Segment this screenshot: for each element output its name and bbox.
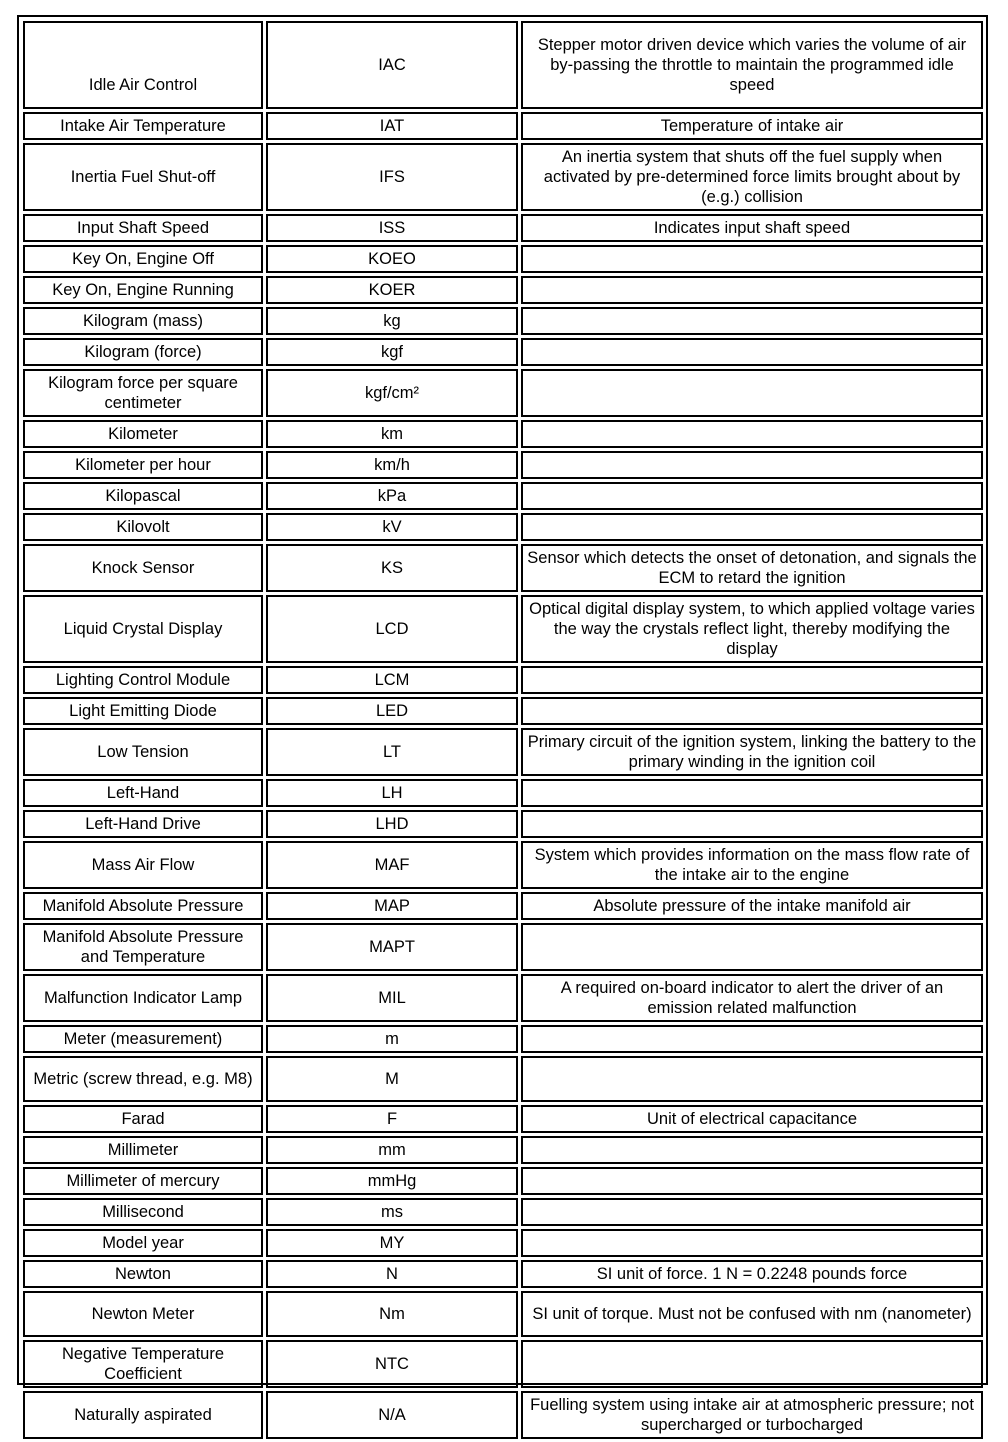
description-cell: Stepper motor driven device which varies the volume of air by-passing the throttle to maintain the programmed idle speed xyxy=(521,21,983,109)
table-row xyxy=(23,1025,983,1053)
table-row xyxy=(23,1136,983,1164)
table-row xyxy=(23,974,983,1022)
term-cell: Kilopascal xyxy=(23,482,263,510)
term-cell: Mass Air Flow xyxy=(23,841,263,889)
abbreviation-cell: KOER xyxy=(266,276,518,304)
table-row xyxy=(23,143,983,211)
abbreviation-cell: MY xyxy=(266,1229,518,1257)
abbreviation-cell: MAF xyxy=(266,841,518,889)
term-cell: Naturally aspirated xyxy=(23,1391,263,1439)
table-row xyxy=(23,451,983,479)
abbreviation-cell: LT xyxy=(266,728,518,776)
term-cell: Liquid Crystal Display xyxy=(23,595,263,663)
description-cell xyxy=(521,1229,983,1257)
term-cell: Malfunction Indicator Lamp xyxy=(23,974,263,1022)
term-cell: Newton Meter xyxy=(23,1291,263,1337)
table-row xyxy=(23,544,983,592)
table-row xyxy=(23,420,983,448)
abbreviation-cell: kV xyxy=(266,513,518,541)
abbreviation-cell: KOEO xyxy=(266,245,518,273)
term-cell: Knock Sensor xyxy=(23,544,263,592)
term-cell: Millimeter xyxy=(23,1136,263,1164)
abbreviation-cell: Nm xyxy=(266,1291,518,1337)
abbreviation-cell: km/h xyxy=(266,451,518,479)
term-cell: Newton xyxy=(23,1260,263,1288)
description-cell xyxy=(521,1167,983,1195)
term-cell: Left-Hand xyxy=(23,779,263,807)
abbreviation-cell: MIL xyxy=(266,974,518,1022)
term-cell: Kilometer xyxy=(23,420,263,448)
glossary-body xyxy=(23,21,983,1439)
description-cell: Indicates input shaft speed xyxy=(521,214,983,242)
description-cell xyxy=(521,697,983,725)
table-row xyxy=(23,1229,983,1257)
term-cell: Input Shaft Speed xyxy=(23,214,263,242)
description-cell xyxy=(521,666,983,694)
description-cell: An inertia system that shuts off the fuel supply when activated by pre-determined force limits brought about by (e.g.) collision xyxy=(521,143,983,211)
description-cell: SI unit of torque. Must not be confused with nm (nanometer) xyxy=(521,1291,983,1337)
description-cell: SI unit of force. 1 N = 0.2248 pounds force xyxy=(521,1260,983,1288)
table-row xyxy=(23,595,983,663)
description-cell xyxy=(521,451,983,479)
description-cell: A required on-board indicator to alert the driver of an emission related malfunction xyxy=(521,974,983,1022)
term-cell: Millimeter of mercury xyxy=(23,1167,263,1195)
description-cell xyxy=(521,779,983,807)
term-cell: Model year xyxy=(23,1229,263,1257)
table-row xyxy=(23,1056,983,1102)
abbreviation-cell: kg xyxy=(266,307,518,335)
description-cell xyxy=(521,307,983,335)
table-row xyxy=(23,245,983,273)
abbreviation-cell: MAP xyxy=(266,892,518,920)
term-cell: Kilogram (mass) xyxy=(23,307,263,335)
table-row xyxy=(23,276,983,304)
term-cell: Metric (screw thread, e.g. M8) xyxy=(23,1056,263,1102)
abbreviation-cell: ms xyxy=(266,1198,518,1226)
table-row xyxy=(23,1340,983,1388)
term-cell: Kilometer per hour xyxy=(23,451,263,479)
abbreviation-cell: LHD xyxy=(266,810,518,838)
abbreviation-cell: LCD xyxy=(266,595,518,663)
table-row xyxy=(23,892,983,920)
abbreviation-cell: IFS xyxy=(266,143,518,211)
description-cell xyxy=(521,513,983,541)
table-row xyxy=(23,1260,983,1288)
table-row xyxy=(23,697,983,725)
abbreviation-cell: NTC xyxy=(266,1340,518,1388)
abbreviation-cell: M xyxy=(266,1056,518,1102)
table-row xyxy=(23,841,983,889)
abbreviation-cell: N xyxy=(266,1260,518,1288)
description-cell: Optical digital display system, to which applied voltage varies the way the crystals reflect light, thereby modifying the display xyxy=(521,595,983,663)
description-cell: Primary circuit of the ignition system, linking the battery to the primary winding in the ignition coil xyxy=(521,728,983,776)
table-row xyxy=(23,112,983,140)
term-cell: Light Emitting Diode xyxy=(23,697,263,725)
table-row xyxy=(23,482,983,510)
description-cell xyxy=(521,1198,983,1226)
description-cell xyxy=(521,245,983,273)
term-cell: Intake Air Temperature xyxy=(23,112,263,140)
abbreviation-cell: KS xyxy=(266,544,518,592)
term-cell: Key On, Engine Off xyxy=(23,245,263,273)
term-cell: Kilovolt xyxy=(23,513,263,541)
term-cell: Key On, Engine Running xyxy=(23,276,263,304)
table-row xyxy=(23,1291,983,1337)
table-row xyxy=(23,21,983,109)
abbreviation-cell: LED xyxy=(266,697,518,725)
description-cell: Fuelling system using intake air at atmospheric pressure; not supercharged or turbocharged xyxy=(521,1391,983,1439)
description-cell xyxy=(521,420,983,448)
table-row xyxy=(23,779,983,807)
abbreviation-cell: km xyxy=(266,420,518,448)
abbreviation-cell: mmHg xyxy=(266,1167,518,1195)
abbreviation-cell: kgf xyxy=(266,338,518,366)
abbreviation-cell: mm xyxy=(266,1136,518,1164)
abbreviation-cell: N/A xyxy=(266,1391,518,1439)
description-cell: Sensor which detects the onset of detonation, and signals the ECM to retard the ignition xyxy=(521,544,983,592)
term-cell: Meter (measurement) xyxy=(23,1025,263,1053)
term-cell: Negative Temperature Coefficient xyxy=(23,1340,263,1388)
abbreviation-cell: F xyxy=(266,1105,518,1133)
abbreviation-cell: kgf/cm² xyxy=(266,369,518,417)
term-cell: Kilogram (force) xyxy=(23,338,263,366)
table-row xyxy=(23,338,983,366)
table-row xyxy=(23,923,983,971)
term-cell: Inertia Fuel Shut-off xyxy=(23,143,263,211)
table-row xyxy=(23,1198,983,1226)
abbreviation-cell: LH xyxy=(266,779,518,807)
abbreviation-cell: ISS xyxy=(266,214,518,242)
table-row xyxy=(23,728,983,776)
table-row xyxy=(23,513,983,541)
table-row xyxy=(23,1105,983,1133)
abbreviation-cell: IAT xyxy=(266,112,518,140)
table-row xyxy=(23,307,983,335)
description-cell: Unit of electrical capacitance xyxy=(521,1105,983,1133)
abbreviation-cell: LCM xyxy=(266,666,518,694)
table-row xyxy=(23,666,983,694)
description-cell xyxy=(521,1340,983,1388)
description-cell: System which provides information on the mass flow rate of the intake air to the engine xyxy=(521,841,983,889)
term-cell: Manifold Absolute Pressure xyxy=(23,892,263,920)
description-cell: Temperature of intake air xyxy=(521,112,983,140)
term-cell: Millisecond xyxy=(23,1198,263,1226)
table-row xyxy=(23,1391,983,1439)
description-cell xyxy=(521,923,983,971)
table-row xyxy=(23,214,983,242)
glossary-table xyxy=(20,18,986,1442)
table-row xyxy=(23,369,983,417)
abbreviation-cell: MAPT xyxy=(266,923,518,971)
abbreviation-cell: m xyxy=(266,1025,518,1053)
description-cell xyxy=(521,338,983,366)
term-cell: Manifold Absolute Pressure and Temperature xyxy=(23,923,263,971)
description-cell: Absolute pressure of the intake manifold air xyxy=(521,892,983,920)
description-cell xyxy=(521,1136,983,1164)
term-cell: Low Tension xyxy=(23,728,263,776)
description-cell xyxy=(521,482,983,510)
table-row xyxy=(23,1167,983,1195)
description-cell xyxy=(521,1056,983,1102)
abbreviation-cell: IAC xyxy=(266,21,518,109)
term-cell: Kilogram force per square centimeter xyxy=(23,369,263,417)
table-row xyxy=(23,810,983,838)
abbreviation-cell: kPa xyxy=(266,482,518,510)
description-cell xyxy=(521,276,983,304)
description-cell xyxy=(521,369,983,417)
term-cell: Left-Hand Drive xyxy=(23,810,263,838)
term-cell: Farad xyxy=(23,1105,263,1133)
term-cell: Idle Air Control xyxy=(23,21,263,109)
term-cell: Lighting Control Module xyxy=(23,666,263,694)
description-cell xyxy=(521,810,983,838)
description-cell xyxy=(521,1025,983,1053)
